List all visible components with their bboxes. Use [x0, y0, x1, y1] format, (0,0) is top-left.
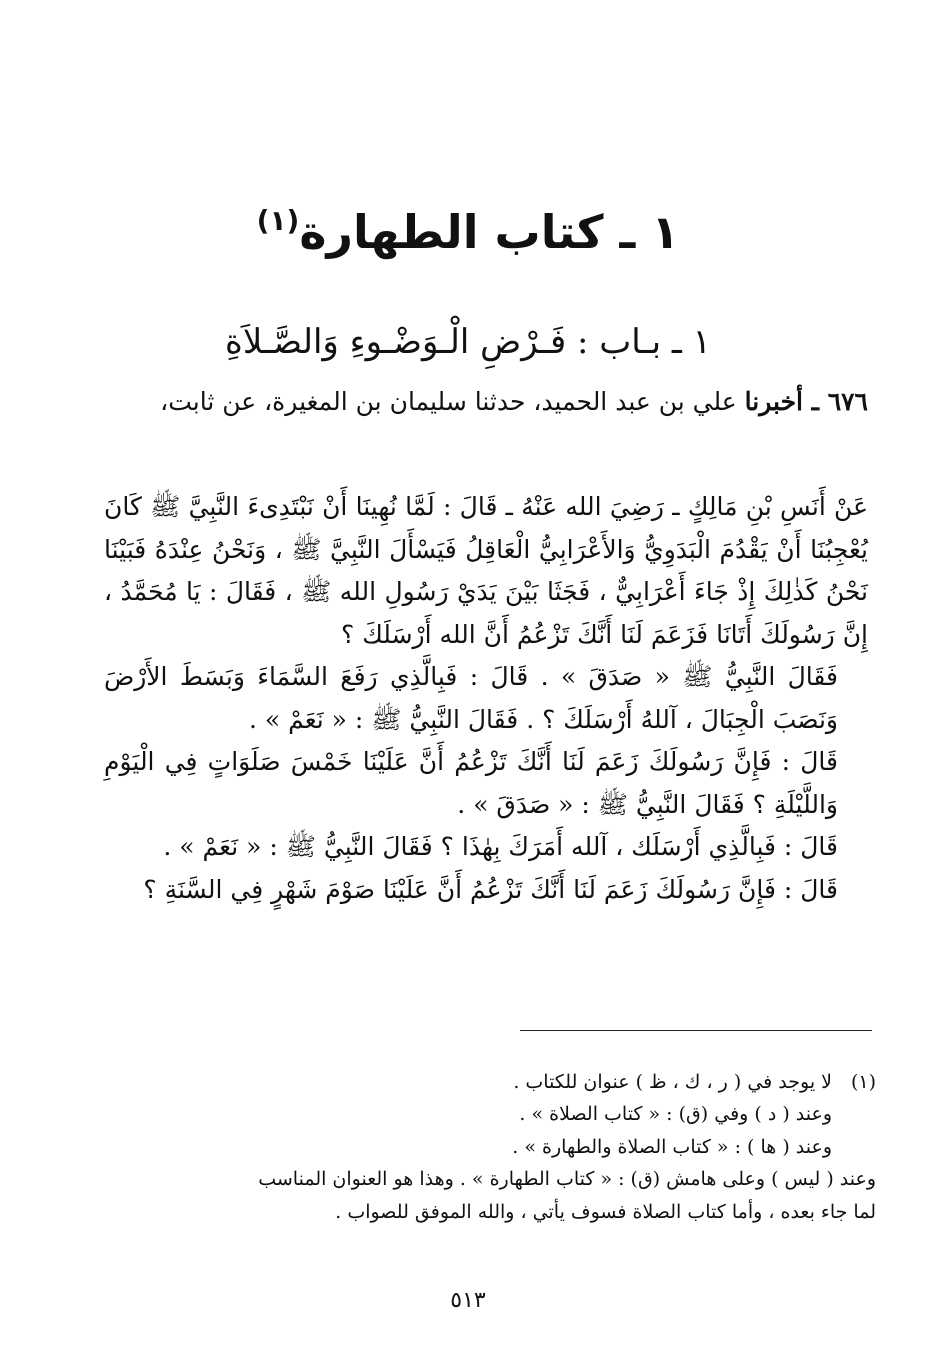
page-number: ٥١٣ — [450, 1288, 486, 1313]
footnote-line — [104, 1098, 876, 1130]
hadith-isnad — [104, 380, 868, 423]
footnote-text: وعند ( ليس ) وعلى هامش (ق) : « كتاب الطهارة » . وهذا هو العنوان المناسب — [258, 1168, 876, 1191]
isnad-text: علي بن عبد الحميد، حدثنا سليمان بن المغيرة، عن ثابت، — [160, 387, 745, 416]
hadith-number-lead: ٦٧٦ ـ أخبرنا — [744, 387, 868, 416]
footnote-line — [104, 1066, 876, 1098]
hadith-paragraph: قَالَ : فَإِنَّ رَسُولَكَ زَعَمَ لَنَا أَنَّكَ تَزْعُمُ أَنَّ عَلَيْنَا صَوْمَ شَهْرٍ فِي السَّنَةِ ؟ — [143, 874, 838, 904]
hadith-matn — [104, 486, 868, 911]
hadith-paragraph: قَالَ : فَبِالَّذِي أَرْسَلَك ، آلله أَمَرَكَ بِهٰذَا ؟ فَقَالَ النَّبِيُّ ﷺ : « نَعَمْ » . — [163, 832, 838, 861]
footnote-text: وعند ( ها ) : « كتاب الصلاة والطهارة » . — [512, 1135, 832, 1158]
footnote-line — [104, 1131, 876, 1163]
book-title — [0, 186, 936, 267]
hadith-paragraph: قَالَ : فَإِنَّ رَسُولَكَ زَعَمَ لَنَا أَنَّكَ تَزْعُمُ أَنَّ عَلَيْنَا خَمْسَ صَلَوَاتٍ فِي الْيَوْمِ وَاللَّيْلَةِ ؟ فَقَالَ النَّبِيُّ ﷺ : « صَدَقَ » . — [104, 747, 838, 819]
hadith-paragraph: فَقَالَ النَّبِيُّ ﷺ « صَدَقَ » . قَالَ : فَبِالَّذِي رَفَعَ السَّمَاءَ وَبَسَطَ الأَرْضَ وَنَصَبَ الْجِبَالَ ، آللهُ أَرْسَلَكَ ؟ . فَقَالَ النَّبِيُّ ﷺ : « نَعَمْ » . — [104, 662, 838, 734]
book-title-footnote-ref[interactable]: (١) — [256, 204, 300, 237]
hadith-paragraph: عَنْ أَنَسِ بْنِ مَالِكٍ ـ رَضِيَ الله عَنْهُ ـ قَالَ : لَمَّا نُهِينَا أَنْ نَبْتَدِىءَ النَّبِيَّ ﷺ كَانَ يُعْجِبُنَا أَنْ يَقْدُمَ الْبَدَوِيُّ وَالأَعْرَابِيُّ الْعَاقِلُ فَيَسْأَلَ النَّبِيَّ ﷺ ، وَنَحْنُ عِنْدَهُ فَبَيْنَا نَحْنُ كَذٰلِكَ إِذْ جَاءَ أَعْرَابِيٌّ ، فَجَثَا بَيْنَ يَدَيْ رَسُولِ الله ﷺ ، فَقَالَ : يَا مُحَمَّدُ ، إِنَّ رَسُولَكَ أَتَانَا فَزَعَمَ لَنَا أَنَّكَ تَزْعُمُ أَنَّ الله أَرْسَلَكَ ؟ — [104, 492, 868, 649]
footnotes — [104, 1066, 876, 1228]
footnote-line — [104, 1163, 876, 1195]
footnote-text: لا يوجد في ( ر ، ك ، ظ ) عنوان للكتاب . — [513, 1071, 832, 1093]
footnote-text: وعند ( د ) وفي (ق) : « كتاب الصلاة » . — [519, 1103, 832, 1126]
footnote-number: (١) — [850, 1071, 876, 1093]
footnote-divider — [520, 1030, 872, 1031]
footnote-line — [104, 1196, 876, 1228]
footnote-text: لما جاء بعده ، وأما كتاب الصلاة فسوف يأتي ، والله الموفق للصواب . — [335, 1200, 876, 1223]
book-title-text: ١ ـ كتاب الطهارة — [299, 205, 680, 259]
chapter-title: ١ ـ بـاب : فَـرْضِ الْـوَضْـوءِ وَالصَّـلاَةِ — [225, 322, 711, 362]
